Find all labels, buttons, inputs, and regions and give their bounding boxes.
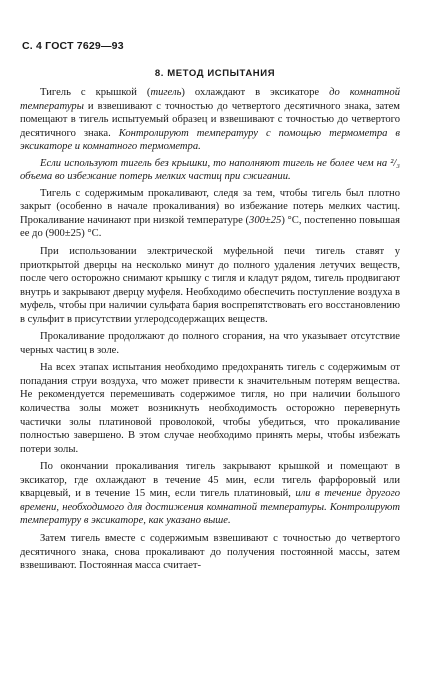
paragraph — [20, 361, 400, 456]
paragraph — [20, 187, 400, 241]
paragraph — [20, 157, 400, 184]
text-run: Затем тигель вместе с содержимым взвешивают с точностью до четвертого десятичного знака, снова прокаливают до получения постоянной массы, затем взвешивают. Постоянная масса считает- — [20, 532, 400, 572]
italic-text-run: Контролируют температуру с помощью термометра в эксикаторе и комнатного термометра. — [20, 127, 400, 153]
text-run: и взвешивают с точностью до четвертого десятичного знака, затем помещают в тигель испытуемый образец и взвешивают с точностью до четвертого десятичного знака. — [20, 100, 400, 139]
paragraph — [20, 460, 400, 528]
text-run: Прокаливание продолжают до полного сгорания, на что указывает отсутствие черных частиц в золе. — [20, 331, 400, 356]
text-run: По окончании прокаливания тигель закрывают крышкой и помещают в эксикатор, где охлаждают в течение 45 мин, если тигель фарфоровый или кварцевый, и в течение 15 мин, если тигель платиновый, — [20, 461, 400, 500]
text-run: При использовании электрической муфельной печи тигель ставят у приоткрытой дверцы на несколько минут до полного удаления летучих веществ, после чего осторожно снимают крышку с тигля и кладут рядом, тигель продвигают внутрь и закрывают дверцу муфеля. Необходимо обеспечить поступление воздуха в муфель, чтобы при наличии сульфата бария воспрепятствовать его восстановлению в сульфит в присутствии углеродсодержащих веществ. — [20, 246, 400, 325]
italic-text-run: ²/₃ — [390, 157, 400, 169]
italic-text-run: до комнатной температуры — [20, 87, 401, 112]
italic-text-run: Если используют тигель без крышки, то наполняют тигель не более чем на — [40, 157, 391, 169]
paragraph — [20, 86, 400, 154]
section-title: 8. МЕТОД ИСПЫТАНИЯ — [154, 68, 276, 79]
italic-text-run: 300±25 — [249, 214, 282, 226]
text-run: Тигель с содержимым прокаливают, следя за тем, чтобы тигель был плотно закрыт (особенно в начале прокаливания) во избежание потерь мелких частиц. Прокаливание начинают при низкой температуре ( — [20, 187, 400, 226]
section-body — [20, 86, 400, 577]
text-run: ) охлаждают в эксикаторе — [181, 87, 330, 98]
italic-text-run: объема во избежание потерь мелких частиц при сжигании. — [20, 171, 291, 183]
text-run: Тигель с крышкой ( — [40, 87, 151, 98]
paragraph — [20, 330, 400, 357]
italic-text-run: или в течение другого времени, необходимого для достижения комнатной температуры. Контролируют температуру в эксикаторе, как указано выше. — [20, 488, 401, 527]
paragraph — [20, 245, 400, 326]
page-header: С. 4 ГОСТ 7629—93 — [22, 40, 124, 52]
paragraph — [20, 532, 400, 573]
text-run: На всех этапах испытания необходимо предохранять тигель с содержимым от попадания струи воздуха, что может привести к значительным потерям вещества. Не рекомендуется перемешивать содержимое тигля, но при наличии большого количества золы может возникнуть необходимость осторожно перевернуть частички золы платиновой проволокой, чтобы убедиться, что прокаливание полностью завершено. В этом случае необходимо принять меры, чтобы избежать потери золы. — [20, 362, 400, 455]
text-run: ) °С, постепенно повышая ее до (900±25) °С. — [20, 214, 401, 240]
italic-text-run: тигель — [150, 87, 182, 98]
